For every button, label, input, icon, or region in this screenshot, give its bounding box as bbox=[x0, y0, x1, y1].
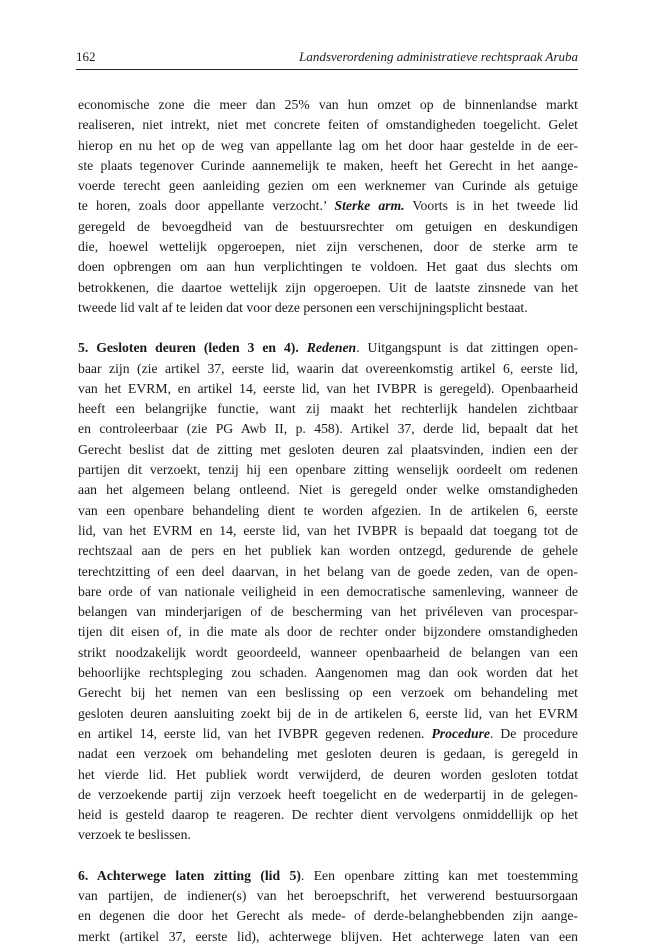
text-line: van een openbare behandeling dient te worden afgezien. In de artikelen 6, eerste bbox=[78, 502, 578, 518]
text-line: heeft een belangrijke functie, want zij maakt het rechterlijk handelen zichtbaar bbox=[78, 401, 578, 417]
text-line: tijen dit eisen of, in die mate als door de rechter onder bijzondere omstandigheden bbox=[78, 624, 578, 640]
text-line: aan het algemeen belang ontleend. Niet is geregeld onder welke omstandigheden bbox=[78, 482, 578, 498]
text-line: Gerecht bij het nemen van een beslissing op een verzoek om behandeling met bbox=[78, 685, 578, 701]
text-line: ste plaats tegenover Curinde aannemelijk te maken, heeft het Gerecht in het aange- bbox=[78, 157, 578, 173]
text-line: gesloten deuren aansluiting zoekt bij de in de artikelen 6, eerste lid, van het EVRM bbox=[78, 705, 578, 721]
paragraph-sterke-arm bbox=[78, 95, 578, 318]
text-line: baar zijn (zie artikel 37, eerste lid, waarin dat overeenkomstig artikel 6, eerste lid, bbox=[78, 360, 578, 376]
page-number: 162 bbox=[76, 49, 96, 64]
text-line: de verzoekende partij zijn verzoek heeft toegelicht en de wederpartij in de gelegen- bbox=[78, 786, 578, 802]
section-achterwege-laten-zitting bbox=[78, 866, 578, 947]
body-text bbox=[78, 95, 578, 947]
text-line bbox=[78, 724, 578, 744]
text-line: doen opbrengen om aan hun verplichtingen te voldoen. Het gaat dus slechts om bbox=[78, 259, 578, 275]
running-title: Landsverordening administratieve rechtspraak Aruba bbox=[299, 49, 578, 64]
text-line: lid, van het EVRM en 14, eerste lid, van het IVBPR is bepaald dat toegang tot de bbox=[78, 522, 578, 538]
text-line: strikt noodzakelijk wordt geoordeeld, wanneer openbaarheid de belangen van een bbox=[78, 644, 578, 660]
text-line: economische zone die meer dan 25% van hun omzet op de binnenlandse markt bbox=[78, 97, 578, 112]
inline-heading-redenen: Redenen bbox=[306, 340, 357, 356]
text-line: verzoek te beslissen. bbox=[78, 827, 191, 843]
running-header bbox=[76, 47, 578, 70]
text-segment: Voorts is in het tweede lid bbox=[404, 198, 579, 214]
text-segment: te horen, zoals door appellante verzocht.’ bbox=[78, 198, 335, 214]
text-line bbox=[78, 338, 578, 358]
section-heading: 5. Gesloten deuren (leden 3 en 4). bbox=[78, 340, 299, 356]
text-line: partijen dit verzoekt, tenzij hij een openbare zitting wenselijk oordeelt om redenen bbox=[78, 462, 578, 478]
text-segment: . Uitgangspunt is dat zittingen open- bbox=[356, 340, 579, 356]
text-line bbox=[78, 866, 578, 886]
text-line: hierop en nu het op de weg van appellante lag om het door haar gestelde in de eer- bbox=[78, 137, 578, 153]
text-line: geregeld de bevoegdheid van de bestuursrechter om getuigen en deskundigen bbox=[78, 218, 578, 234]
text-segment: . De procedure bbox=[489, 725, 578, 741]
text-line: belangen van minderjarigen of de bescherming van het privéleven van procespar- bbox=[78, 604, 578, 620]
text-line: bare orde of van nationale veiligheid in een democratische samenleving, wanneer de bbox=[78, 583, 578, 599]
text-line: tweede lid valt af te leiden dat voor deze personen een verschijningsplicht bestaat. bbox=[78, 299, 528, 315]
text-line: die, hoewel wettelijk opgeroepen, niet zijn verschenen, door de sterke arm te bbox=[78, 239, 578, 255]
text-line: terechtzitting of een deel daarvan, in het belang van de goede zeden, van de open- bbox=[78, 563, 578, 579]
text-line bbox=[78, 196, 578, 216]
text-line: en degenen die door het Gerecht als mede- of derde-belanghebbenden zijn aange- bbox=[78, 908, 578, 924]
text-line: Gerecht beslist dat de zitting met gesloten deuren zal plaatsvinden, indien een der bbox=[78, 441, 578, 457]
text-line: van partijen, de indiener(s) van het beroepschrift, het verwerend bestuursorgaan bbox=[78, 887, 578, 903]
text-line: merkt (artikel 37, eerste lid), achterwege blijven. Het achterwege laten van een bbox=[78, 928, 578, 944]
text-line: betrokkenen, die daartoe wettelijk zijn opgeroepen. Uit de laatste zinsnede van het bbox=[78, 279, 578, 295]
text-line: rechtszaal aan de pers en het publiek kan worden ontzegd, gedurende de gehele bbox=[78, 543, 578, 559]
text-line: van het EVRM, en artikel 14, eerste lid, van het IVBPR is geregeld). Openbaarheid bbox=[78, 380, 578, 396]
text-line: en controleerbaar (zie PG Awb II, p. 458). Artikel 37, derde lid, bepaalt dat het bbox=[78, 421, 578, 437]
inline-heading-procedure: Procedure bbox=[431, 725, 490, 741]
text-line: nadat een verzoek om behandeling met gesloten deuren is gedaan, is geregeld in bbox=[78, 746, 578, 762]
text-line: heid is gesteld daarop te reageren. De rechter dient vervolgens onmiddellijk op het bbox=[78, 807, 578, 823]
text-segment: en artikel 14, eerste lid, van het IVBPR gegeven redenen. bbox=[78, 725, 432, 741]
text-line: behoorlijke rechtspleging zou schaden. Aangenomen mag dan ook worden dat het bbox=[78, 665, 578, 681]
text-line: het vierde lid. Het publiek wordt verwijderd, de deuren worden gesloten totdat bbox=[78, 766, 578, 782]
text-segment: . Een openbare zitting kan met toestemming bbox=[300, 867, 578, 883]
inline-heading-sterke-arm: Sterke arm. bbox=[334, 198, 405, 214]
section-gesloten-deuren bbox=[78, 338, 578, 845]
section-heading: 6. Achterwege laten zitting (lid 5) bbox=[78, 867, 301, 883]
text-line: realiseren, niet intrekt, niet met concrete feiten of omstandigheden toegelicht. Gelet bbox=[78, 117, 578, 133]
text-line: voerde terecht geen aanleiding gezien om een werknemer van Curinde als getuige bbox=[78, 178, 578, 194]
